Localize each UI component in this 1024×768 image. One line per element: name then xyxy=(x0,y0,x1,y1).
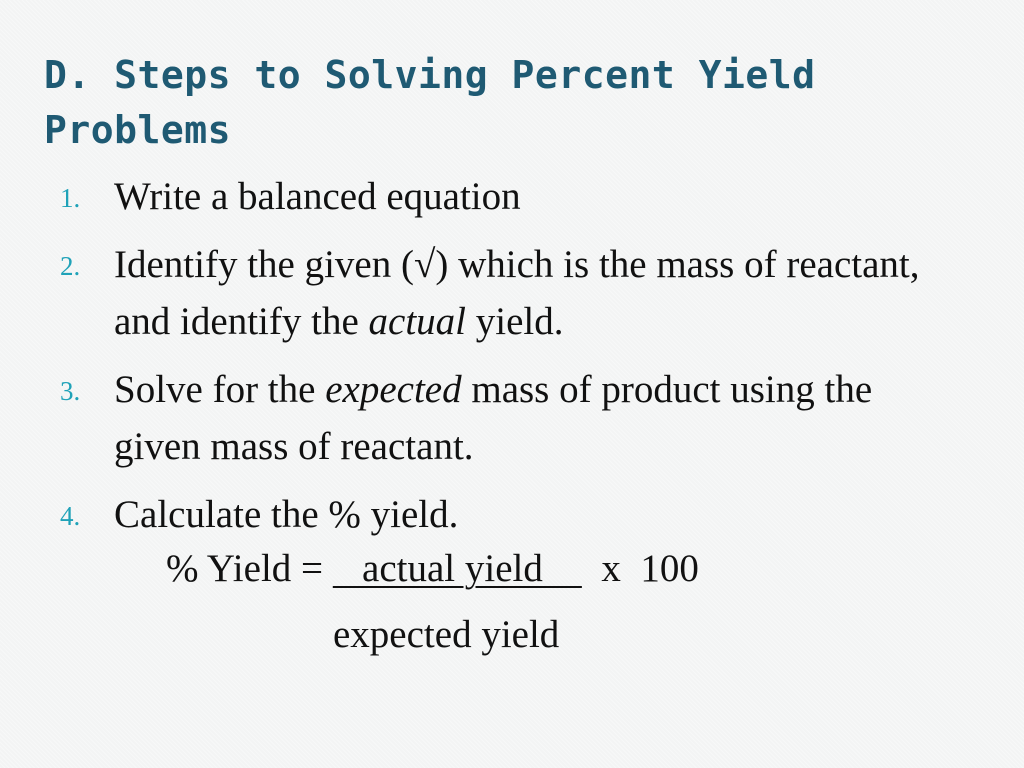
step-text: Write a balanced equation xyxy=(114,175,521,218)
step-item-1 xyxy=(0,168,1024,225)
step-emphasis: expected xyxy=(325,368,462,411)
percent-yield-formula xyxy=(166,540,699,597)
step-emphasis: actual xyxy=(368,300,466,343)
step-text: Calculate the % yield. xyxy=(114,493,459,536)
step-number: 4. xyxy=(60,501,81,531)
steps-list xyxy=(0,168,1024,554)
step-item-4 xyxy=(0,486,1024,543)
step-text: mass of product using the given mass of reactant. xyxy=(114,368,873,468)
formula-denominator: expected yield xyxy=(333,613,560,656)
step-number: 1. xyxy=(60,183,81,213)
formula-multiplier: x 100 xyxy=(581,547,699,590)
step-text: Solve for the xyxy=(114,368,326,411)
step-text: Identify the given (√) which is the mass of reactant, and identify the xyxy=(114,243,920,343)
step-number: 3. xyxy=(60,376,81,406)
slide-title: D. Steps to Solving Percent Yield Problems xyxy=(44,53,816,152)
formula-numerator: actual yield xyxy=(332,547,582,590)
formula-lhs: % Yield = xyxy=(166,547,333,590)
step-number: 2. xyxy=(60,251,81,281)
step-item-3 xyxy=(0,361,1024,475)
step-text: yield. xyxy=(466,300,564,343)
step-item-2 xyxy=(0,236,1024,350)
